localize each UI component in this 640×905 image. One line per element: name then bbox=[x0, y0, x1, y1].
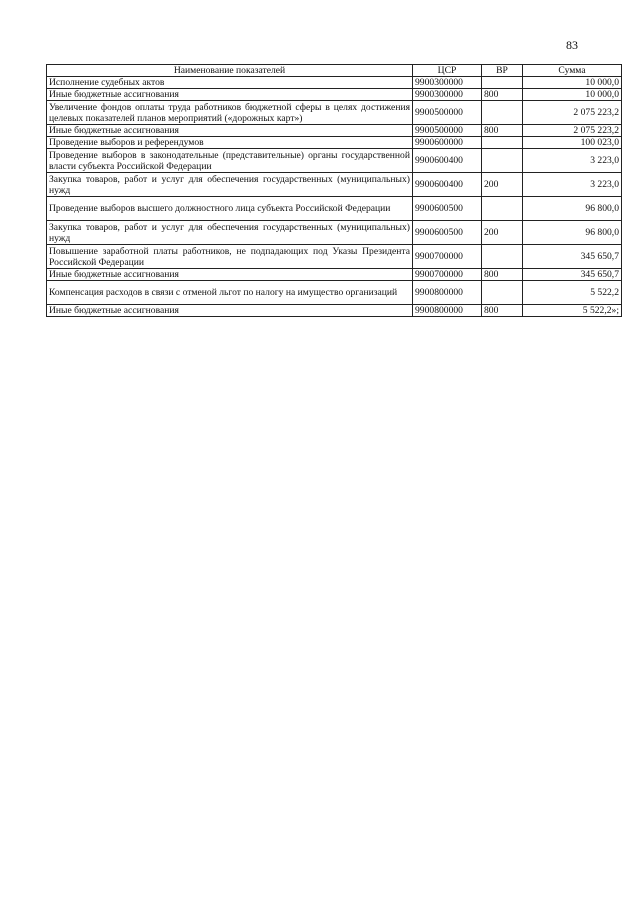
table-row bbox=[47, 281, 622, 305]
table-row bbox=[47, 245, 622, 269]
table-row bbox=[47, 89, 622, 101]
row-csr: 9900500000 bbox=[413, 101, 482, 125]
row-vr: 800 bbox=[482, 269, 523, 281]
row-csr: 9900300000 bbox=[413, 89, 482, 101]
row-vr bbox=[482, 197, 523, 221]
table-row bbox=[47, 101, 622, 125]
row-csr: 9900800000 bbox=[413, 281, 482, 305]
row-name: Проведение выборов в законодательные (представительные) органы государственной власти субъекта Российской Федерации bbox=[47, 149, 413, 173]
table-row bbox=[47, 137, 622, 149]
table-header-row bbox=[47, 65, 622, 77]
table-row bbox=[47, 77, 622, 89]
row-sum: 3 223,0 bbox=[523, 173, 622, 197]
row-name: Проведение выборов высшего должностного лица субъекта Российской Федерации bbox=[47, 197, 413, 221]
table-row bbox=[47, 197, 622, 221]
row-csr: 9900800000 bbox=[413, 305, 482, 317]
row-name: Иные бюджетные ассигнования bbox=[47, 125, 413, 137]
row-csr: 9900600400 bbox=[413, 173, 482, 197]
row-sum: 3 223,0 bbox=[523, 149, 622, 173]
table-row bbox=[47, 305, 622, 317]
row-vr: 800 bbox=[482, 305, 523, 317]
row-sum: 10 000,0 bbox=[523, 89, 622, 101]
row-sum: 2 075 223,2 bbox=[523, 125, 622, 137]
row-csr: 9900500000 bbox=[413, 125, 482, 137]
budget-table bbox=[46, 64, 622, 317]
header-vr: ВР bbox=[482, 65, 523, 77]
row-sum: 5 522,2»; bbox=[523, 305, 622, 317]
row-sum: 345 650,7 bbox=[523, 269, 622, 281]
row-sum: 100 023,0 bbox=[523, 137, 622, 149]
row-vr bbox=[482, 137, 523, 149]
row-csr: 9900600500 bbox=[413, 197, 482, 221]
row-vr bbox=[482, 149, 523, 173]
row-csr: 9900700000 bbox=[413, 245, 482, 269]
row-sum: 2 075 223,2 bbox=[523, 101, 622, 125]
row-vr: 200 bbox=[482, 173, 523, 197]
row-name: Иные бюджетные ассигнования bbox=[47, 305, 413, 317]
table-row bbox=[47, 221, 622, 245]
row-sum: 96 800,0 bbox=[523, 197, 622, 221]
row-name: Компенсация расходов в связи с отменой льгот по налогу на имущество организаций bbox=[47, 281, 413, 305]
row-vr: 200 bbox=[482, 221, 523, 245]
row-vr bbox=[482, 281, 523, 305]
row-name: Увеличение фондов оплаты труда работников бюджетной сферы в целях достижения целевых показателей планов мероприятий («дорожных карт») bbox=[47, 101, 413, 125]
row-vr: 800 bbox=[482, 125, 523, 137]
row-sum: 10 000,0 bbox=[523, 77, 622, 89]
table-row bbox=[47, 125, 622, 137]
row-csr: 9900300000 bbox=[413, 77, 482, 89]
table-row bbox=[47, 173, 622, 197]
row-name: Повышение заработной платы работников, не подпадающих под Указы Президента Российской Федерации bbox=[47, 245, 413, 269]
header-csr: ЦСР bbox=[413, 65, 482, 77]
row-csr: 9900600400 bbox=[413, 149, 482, 173]
row-vr bbox=[482, 245, 523, 269]
row-vr bbox=[482, 101, 523, 125]
row-sum: 5 522,2 bbox=[523, 281, 622, 305]
table-row bbox=[47, 269, 622, 281]
row-name: Иные бюджетные ассигнования bbox=[47, 89, 413, 101]
row-name: Исполнение судебных актов bbox=[47, 77, 413, 89]
row-sum: 96 800,0 bbox=[523, 221, 622, 245]
row-name: Иные бюджетные ассигнования bbox=[47, 269, 413, 281]
row-sum: 345 650,7 bbox=[523, 245, 622, 269]
header-sum: Сумма bbox=[523, 65, 622, 77]
row-csr: 9900600500 bbox=[413, 221, 482, 245]
row-name: Проведение выборов и референдумов bbox=[47, 137, 413, 149]
table-row bbox=[47, 149, 622, 173]
page-number: 83 bbox=[566, 38, 578, 52]
row-name: Закупка товаров, работ и услуг для обеспечения государственных (муниципальных) нужд bbox=[47, 173, 413, 197]
row-name: Закупка товаров, работ и услуг для обеспечения государственных (муниципальных) нужд bbox=[47, 221, 413, 245]
row-csr: 9900700000 bbox=[413, 269, 482, 281]
row-vr: 800 bbox=[482, 89, 523, 101]
row-csr: 9900600000 bbox=[413, 137, 482, 149]
row-vr bbox=[482, 77, 523, 89]
header-name: Наименование показателей bbox=[47, 65, 413, 77]
